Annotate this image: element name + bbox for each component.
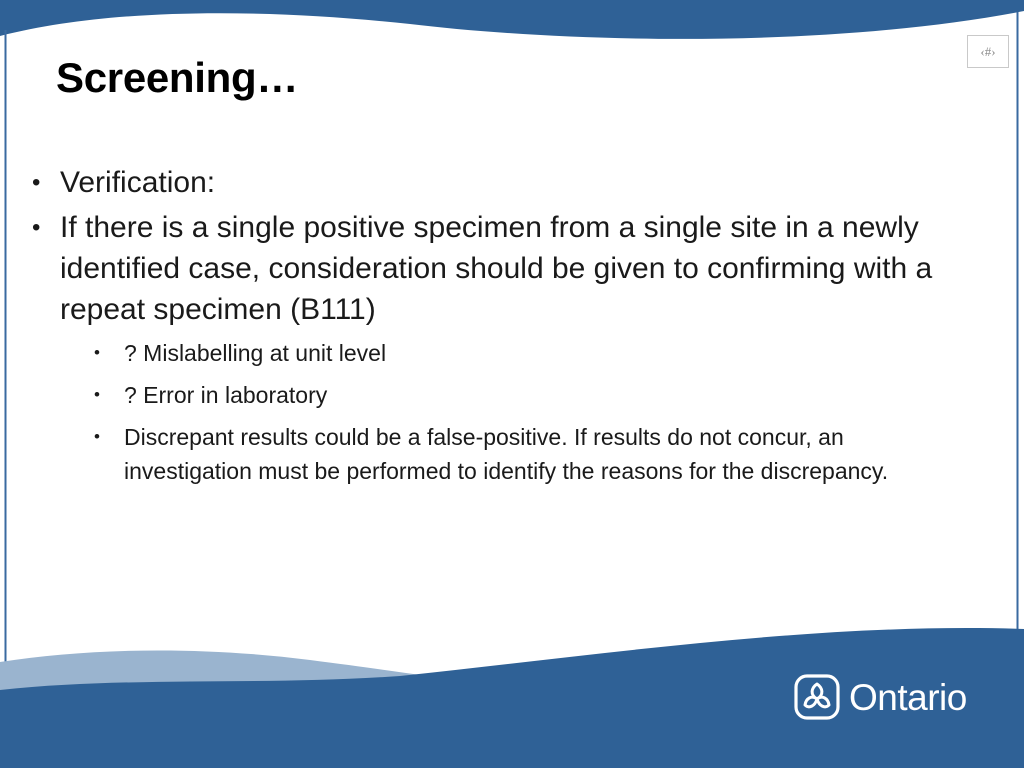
- sub-bullet-text: ? Mislabelling at unit level: [124, 340, 387, 366]
- ontario-wordmark: Ontario: [849, 676, 967, 718]
- slide-number-placeholder: ‹#›: [967, 35, 1009, 68]
- slide-title: Screening…: [56, 54, 299, 101]
- sub-bullet-dot: •: [94, 427, 100, 446]
- bullet-dot: •: [32, 214, 41, 241]
- sub-bullet-dot: •: [94, 385, 100, 404]
- bullet-item: [32, 162, 962, 203]
- sub-bullet-list: [94, 336, 962, 488]
- bullet-item: [32, 207, 962, 330]
- trillium-icon: [794, 674, 840, 720]
- sub-bullet-item: [94, 336, 962, 370]
- sub-bullet-text: Discrepant results could be a false-positive. If results do not concur, an investigation must be performed to identify the reasons for the discrepancy.: [124, 424, 889, 484]
- bullet-text: Verification:: [60, 166, 216, 199]
- slide-content: [32, 162, 962, 496]
- sub-bullet-item: [94, 378, 962, 412]
- ontario-logo: [794, 674, 967, 720]
- sub-bullet-item: [94, 420, 962, 488]
- sub-bullet-dot: •: [94, 343, 100, 362]
- bullet-text: If there is a single positive specimen from a single site in a newly identified case, consideration should be given to confirming with a repeat specimen (B111): [60, 211, 933, 326]
- sub-bullet-text: ? Error in laboratory: [124, 382, 328, 408]
- bullet-dot: •: [32, 169, 41, 196]
